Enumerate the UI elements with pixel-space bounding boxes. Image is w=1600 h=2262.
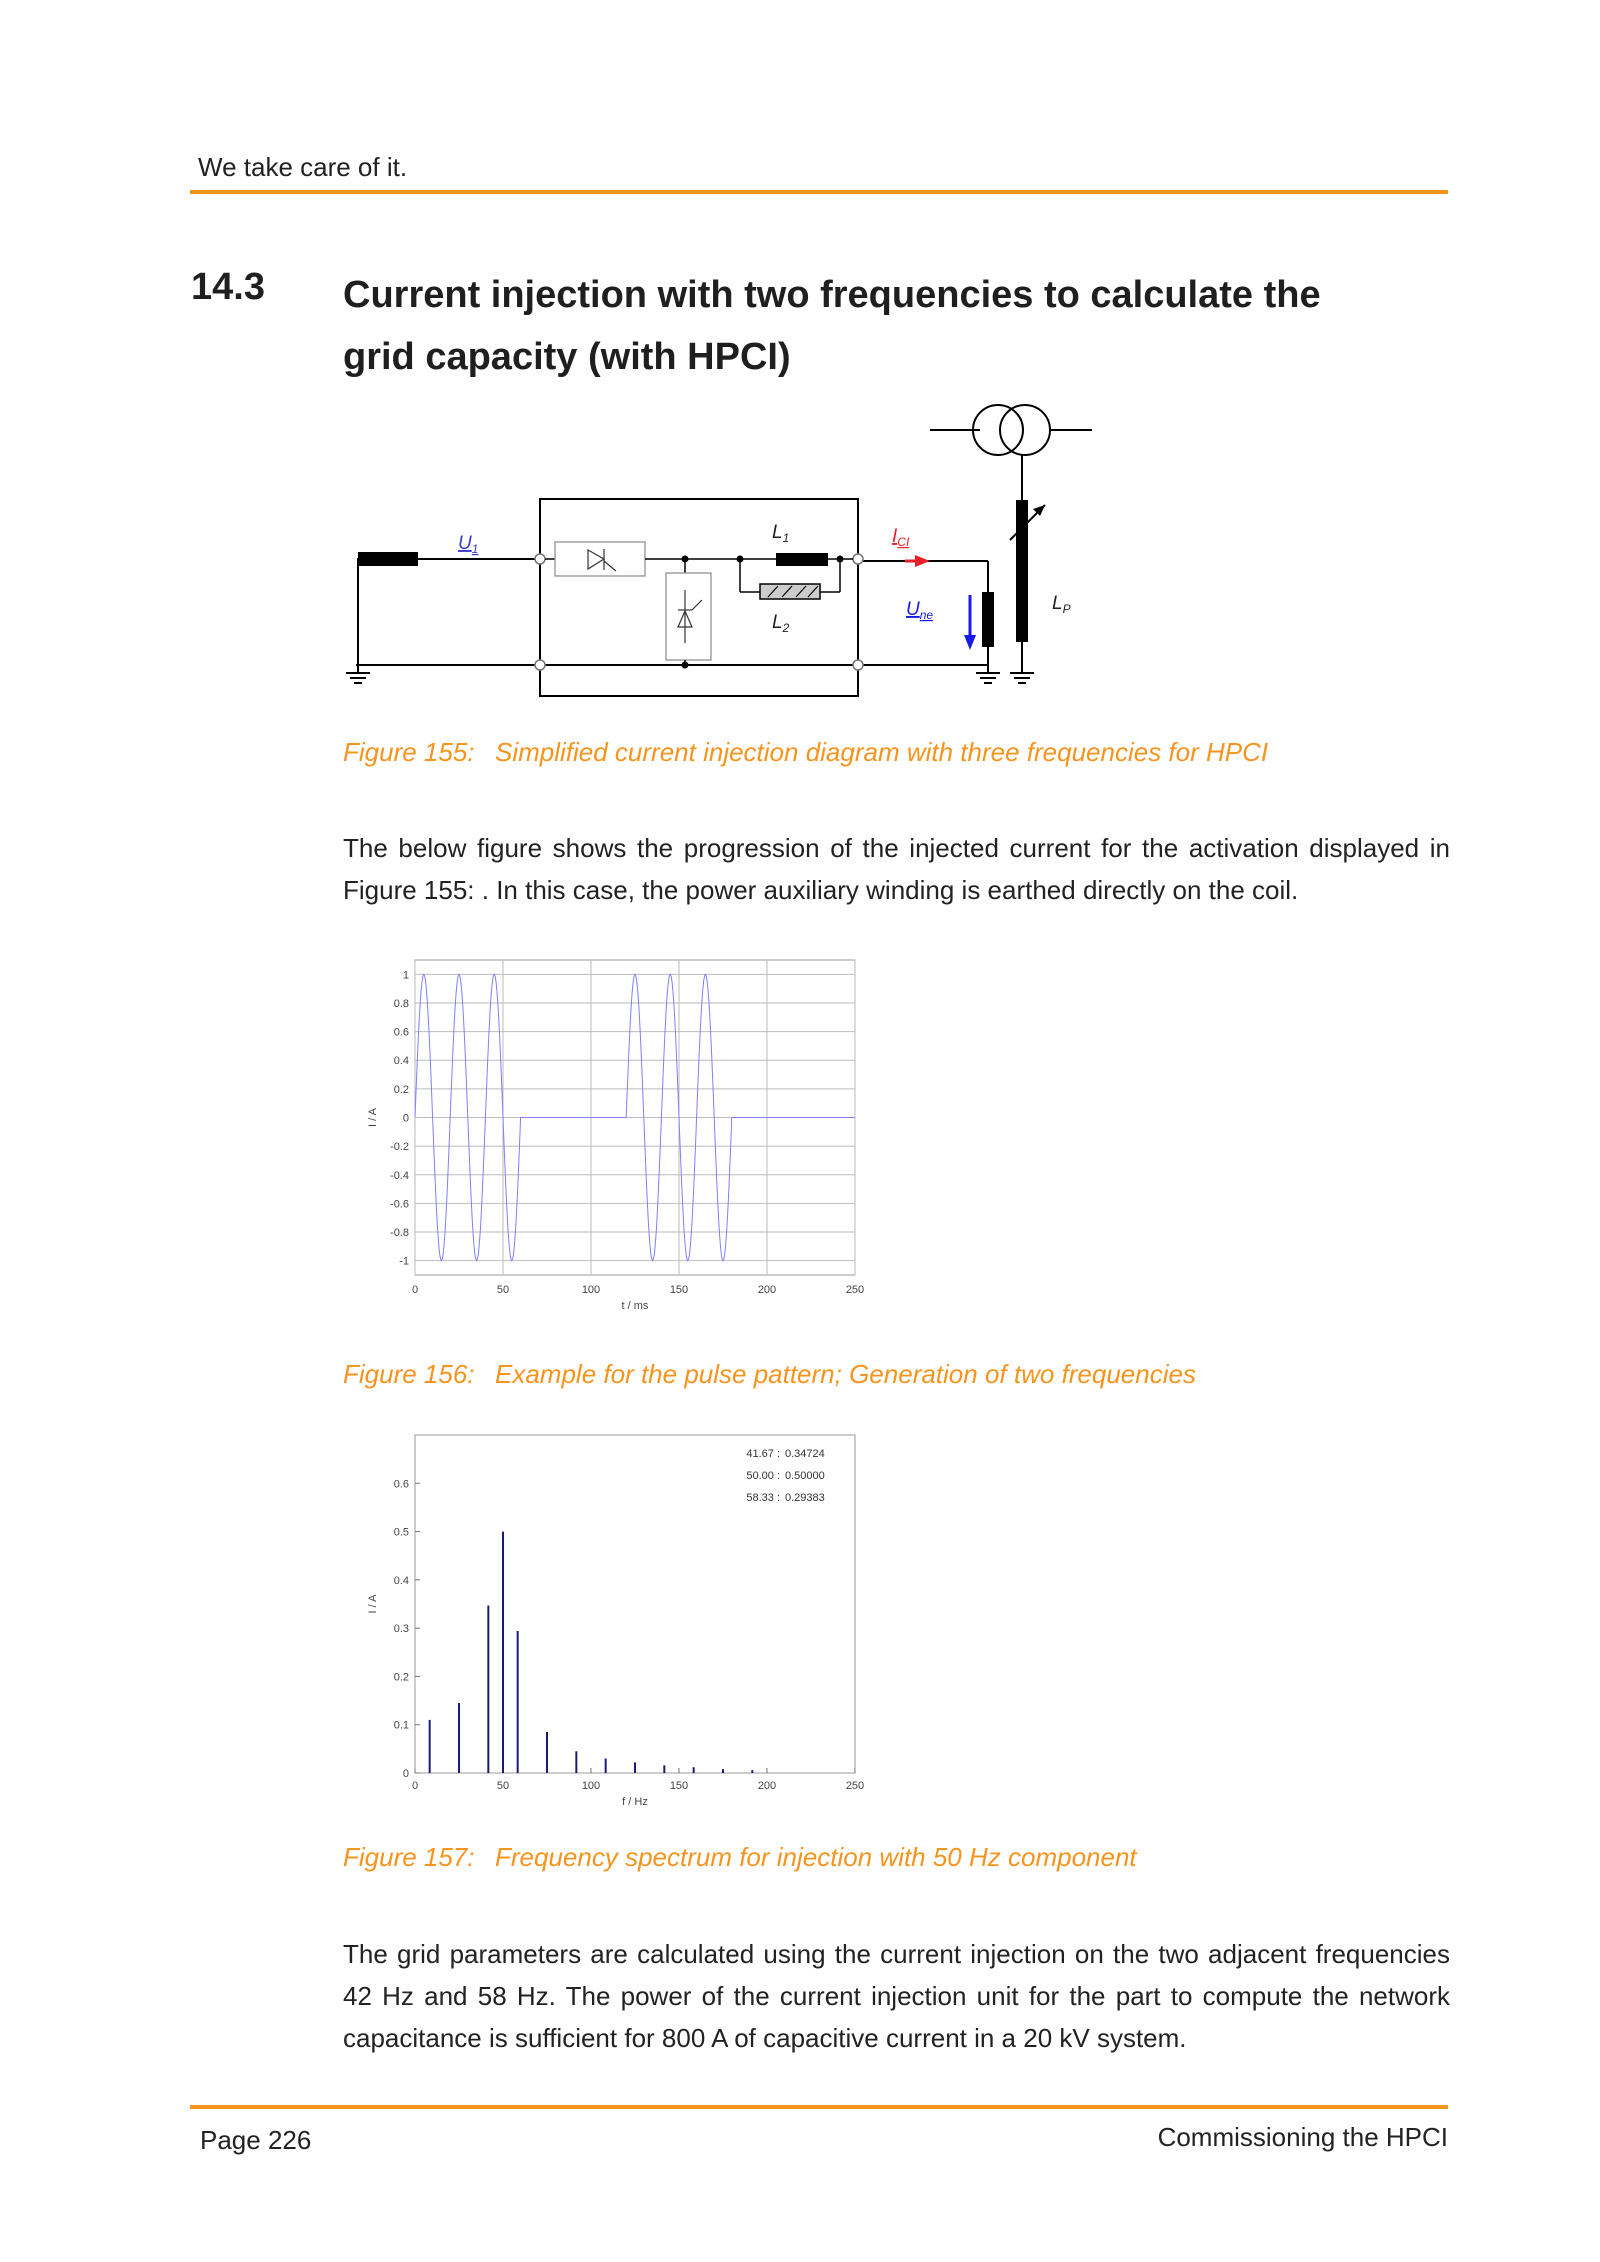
section-number: 14.3 — [191, 266, 265, 308]
x-tick-label: 250 — [845, 1780, 865, 1792]
figure-157-text: Frequency spectrum for injection with 50 Hz component — [495, 1842, 1137, 1872]
x-tick-label: 50 — [496, 1780, 510, 1792]
label-lp: $L_P$ — [1052, 593, 1071, 616]
label-u1: $U_1$ — [458, 533, 479, 556]
annotation-value: 0.50000 — [785, 1470, 825, 1482]
y-tick-label: 0 — [402, 1768, 409, 1780]
annotation-frequency: 41.67 : — [746, 1448, 780, 1460]
time-domain-chart — [360, 950, 880, 1340]
thyristor-module-1 — [555, 542, 645, 576]
thyristor-module-2 — [666, 573, 711, 660]
y-tick-label: 0 — [402, 1112, 409, 1125]
y-tick-label: -1 — [399, 1255, 409, 1268]
x-tick-label: 100 — [581, 1284, 601, 1296]
figure-156-caption — [343, 1359, 1196, 1390]
y-tick-label: 0.4 — [393, 1574, 409, 1587]
y-tick-label: 0.3 — [393, 1623, 409, 1636]
y-tick-label: 1 — [402, 969, 409, 982]
footer-rule — [190, 2105, 1448, 2109]
y-tick-label: 0.2 — [393, 1083, 409, 1096]
frequency-spectrum-chart — [360, 1425, 880, 1825]
chapter-name: Commissioning the HPCI — [1157, 2122, 1448, 2152]
figure-157-caption — [343, 1842, 1137, 1873]
x-axis-label: f / Hz — [622, 1796, 648, 1808]
section-title: Current injection with two frequencies to calculate the grid capacity (with HPCI) — [343, 274, 1321, 378]
plot-area — [415, 1435, 855, 1773]
auxiliary-winding — [982, 592, 994, 647]
x-tick-label: 100 — [581, 1780, 601, 1792]
source-u1 — [358, 552, 418, 566]
x-tick-label: 50 — [496, 1284, 510, 1296]
annotation-frequency: 50.00 : — [746, 1470, 780, 1482]
x-tick-label: 200 — [757, 1780, 777, 1792]
petersen-coil — [1016, 500, 1028, 642]
inductor-l1 — [776, 553, 828, 566]
label-une: $U_{ne}$ — [906, 599, 934, 622]
figure-156-text: Example for the pulse pattern; Generation of two frequencies — [495, 1359, 1196, 1389]
ici-arrow — [915, 555, 930, 567]
x-axis-label: t / ms — [621, 1300, 649, 1312]
figure-155-label: Figure 155: — [343, 737, 475, 767]
circuit-diagram — [340, 395, 1120, 715]
y-tick-label: 0.2 — [393, 1671, 409, 1684]
y-tick-label: 0.6 — [393, 1478, 409, 1491]
page-number: Page 226 — [200, 2125, 312, 2155]
y-tick-label: 0.6 — [393, 1026, 409, 1039]
y-axis-label: I / A — [367, 1594, 379, 1614]
y-tick-label: -0.2 — [390, 1141, 409, 1154]
transformer-coil-2 — [1000, 405, 1050, 455]
figure-157-label: Figure 157: — [343, 1842, 475, 1872]
x-tick-label: 150 — [669, 1284, 689, 1296]
y-tick-label: -0.4 — [390, 1169, 409, 1182]
figure-155-caption — [343, 737, 1268, 768]
y-tick-label: -0.8 — [390, 1227, 409, 1240]
figure-155-text: Simplified current injection diagram with three frequencies for HPCI — [495, 737, 1269, 767]
label-l2: $L_2$ — [772, 612, 790, 635]
annotation-value: 0.34724 — [785, 1448, 825, 1460]
label-l1: $L_1$ — [772, 522, 790, 545]
y-tick-label: 0.1 — [393, 1719, 409, 1732]
annotation-value: 0.29383 — [785, 1492, 825, 1504]
annotation-frequency: 58.33 : — [746, 1492, 780, 1504]
x-tick-label: 200 — [757, 1284, 777, 1296]
x-tick-label: 150 — [669, 1780, 689, 1792]
y-tick-label: 0.8 — [393, 997, 409, 1010]
paragraph-2: The grid parameters are calculated using the current injection on the two adjacent frequencies 42 Hz and 58 Hz. The power of the current injection unit for the part to compute the network capacitance is sufficient for 800 A of capacitive current in a 20 kV system. — [343, 1939, 1450, 2053]
header-slogan: We take care of it. — [198, 152, 408, 182]
y-tick-label: 0.4 — [393, 1055, 409, 1068]
une-arrow — [964, 635, 976, 650]
transformer-coil-1 — [973, 405, 1023, 455]
x-tick-label: 0 — [411, 1780, 419, 1792]
y-tick-label: 0.5 — [393, 1526, 409, 1539]
figure-156-label: Figure 156: — [343, 1359, 475, 1389]
x-tick-label: 250 — [845, 1284, 865, 1296]
y-tick-label: -0.6 — [390, 1198, 409, 1211]
label-ici: $I_{CI}$ — [892, 526, 910, 549]
x-tick-label: 0 — [411, 1284, 419, 1296]
y-axis-label: I / A — [367, 1108, 379, 1127]
header-rule — [190, 190, 1448, 194]
paragraph-1: The below figure shows the progression of the injected current for the activation displayed in Figure 155: . In this case, the power auxiliary winding is earthed directly on the coil. — [343, 833, 1450, 905]
